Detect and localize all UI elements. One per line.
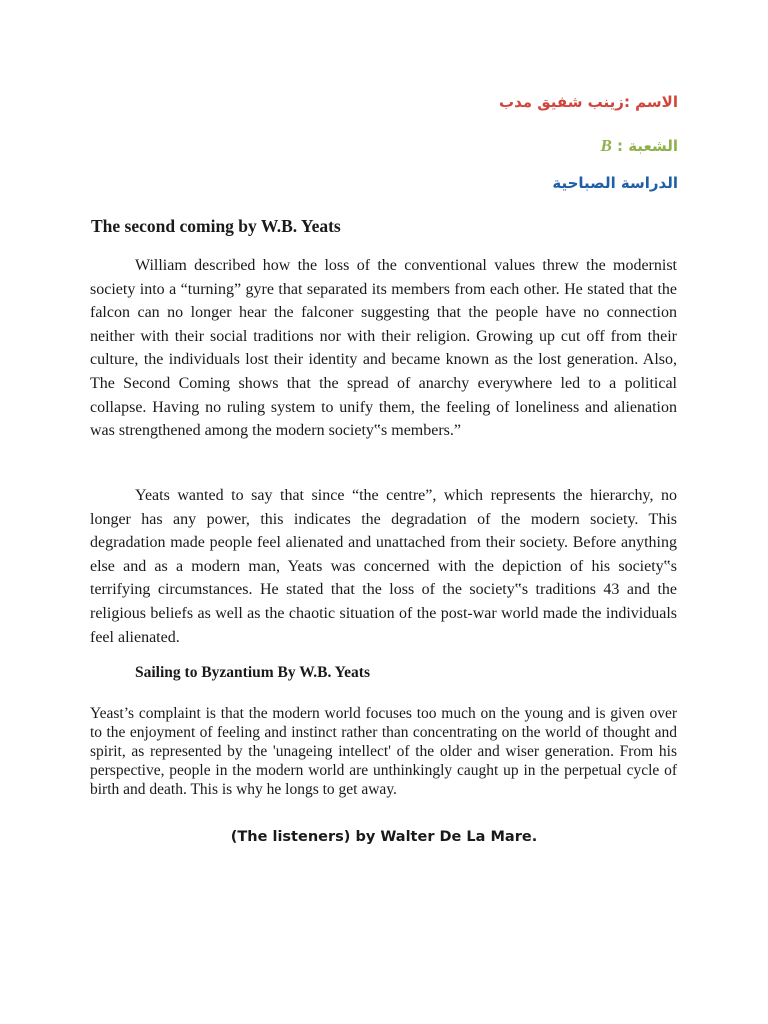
essay-title-second-coming: The second coming by W.B. Yeats: [91, 216, 341, 236]
section-value: B: [600, 136, 612, 155]
essay-title-the-listeners: (The listeners) by Walter De La Mare.: [230, 829, 538, 845]
study-mode-line: الدراسة الصباحية: [552, 174, 678, 192]
section-label: الشعبة :: [617, 137, 678, 155]
second-coming-paragraph-2: Yeats wanted to say that since “the centre”, which represents the hierarchy, no longer has any power, this indicates the degradation of the modern society. This degradation made people feel alienated and unattached from their society. Before anything else and as a modern man, Yeats was concerned with the depiction of his society‟s terrifying circumstances. He stated that the loss of the society‟s traditions 43 and the religious beliefs as well as the chaotic situation of the post-war world made the individuals feel alienated.: [90, 487, 677, 646]
section-line: [600, 136, 678, 156]
second-coming-paragraph-1: William described how the loss of the conventional values threw the modernist society into a “turning” gyre that separated its members from each other. He stated that the falcon can no longer hear the falconer suggesting that the people have no connection neither with their social traditions nor with their religion. Growing up cut off from their culture, the individuals lost their identity and became known as the lost generation. Also, The Second Coming shows that the spread of anarchy everywhere led to a political collapse. Having no ruling system to unify them, the feeling of loneliness and alienation was strengthened among the modern society‟s members.”: [90, 257, 677, 440]
essay-title-sailing-to-byzantium: Sailing to Byzantium By W.B. Yeats: [135, 664, 370, 681]
sailing-to-byzantium-paragraph: Yeast’s complaint is that the modern world focuses too much on the young and is given over to the enjoyment of feeling and instinct rather than concentrating on the world of thought and spirit, as represented by the 'unageing intellect' of the older and wiser generation. From his perspective, people in the modern world are unthinkingly caught up in the perpetual cycle of birth and death. This is why he longs to get away.: [90, 705, 677, 798]
student-name-line: الاسم :زينب شفيق مدب: [499, 93, 678, 111]
